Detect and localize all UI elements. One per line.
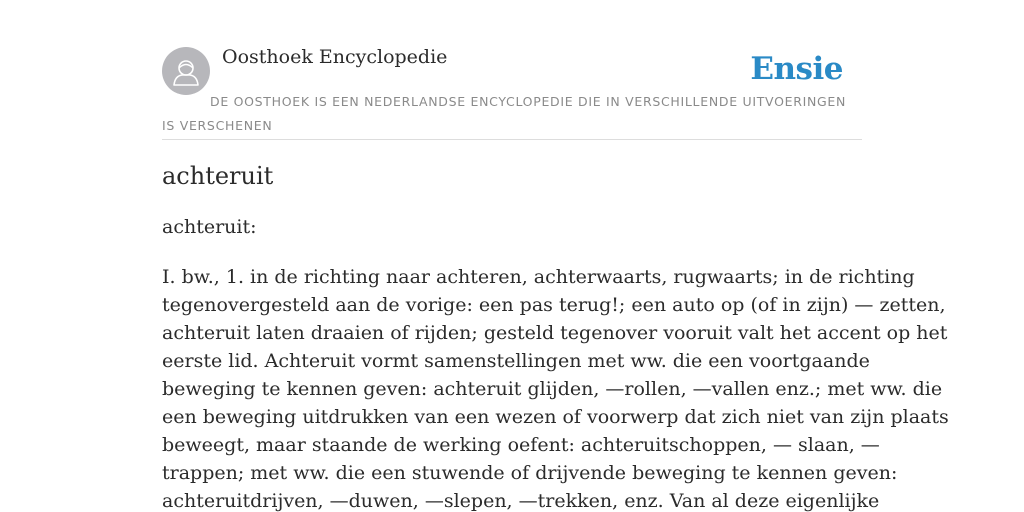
body-line: tegenovergesteld aan de vorige: een pas terug!; een auto op (of in zijn) — zetten,	[162, 294, 946, 316]
body-line: achteruitdrijven, —duwen, —slepen, —trekken, enz. Van al deze eigenlijke	[162, 490, 880, 512]
source-description: DE OOSTHOEK IS EEN NEDERLANDSE ENCYCLOPEDIE DIE IN VERSCHILLENDE UITVOERINGEN IS VERSCHENEN	[162, 94, 847, 133]
header-divider	[162, 139, 862, 140]
entry-lemma: achteruit:	[162, 216, 257, 238]
entry-body	[162, 263, 949, 512]
brand-logo[interactable]: Ensie	[750, 51, 843, 87]
user-icon	[162, 47, 210, 95]
source-title-link[interactable]: Oosthoek Encyclopedie	[222, 46, 448, 68]
body-line: achteruit laten draaien of rijden; gesteld tegenover vooruit valt het accent op het	[162, 322, 948, 344]
entry-title: achteruit	[162, 162, 274, 190]
body-line: eerste lid. Achteruit vormt samenstellingen met ww. die een voortgaande	[162, 350, 870, 372]
body-line: beweging te kennen geven: achteruit glijden, —rollen, —vallen enz.; met ww. die	[162, 378, 943, 400]
body-line: een beweging uitdrukken van een wezen of voorwerp dat zich niet van zijn plaats	[162, 406, 949, 428]
body-line: I. bw., 1. in de richting naar achteren, achterwaarts, rugwaarts; in de richting	[162, 266, 915, 288]
body-line: trappen; met ww. die een stuwende of drijvende beweging te kennen geven:	[162, 462, 898, 484]
body-line: beweegt, maar staande de werking oefent: achteruitschoppen, — slaan, —	[162, 434, 880, 456]
avatar[interactable]	[162, 47, 210, 95]
